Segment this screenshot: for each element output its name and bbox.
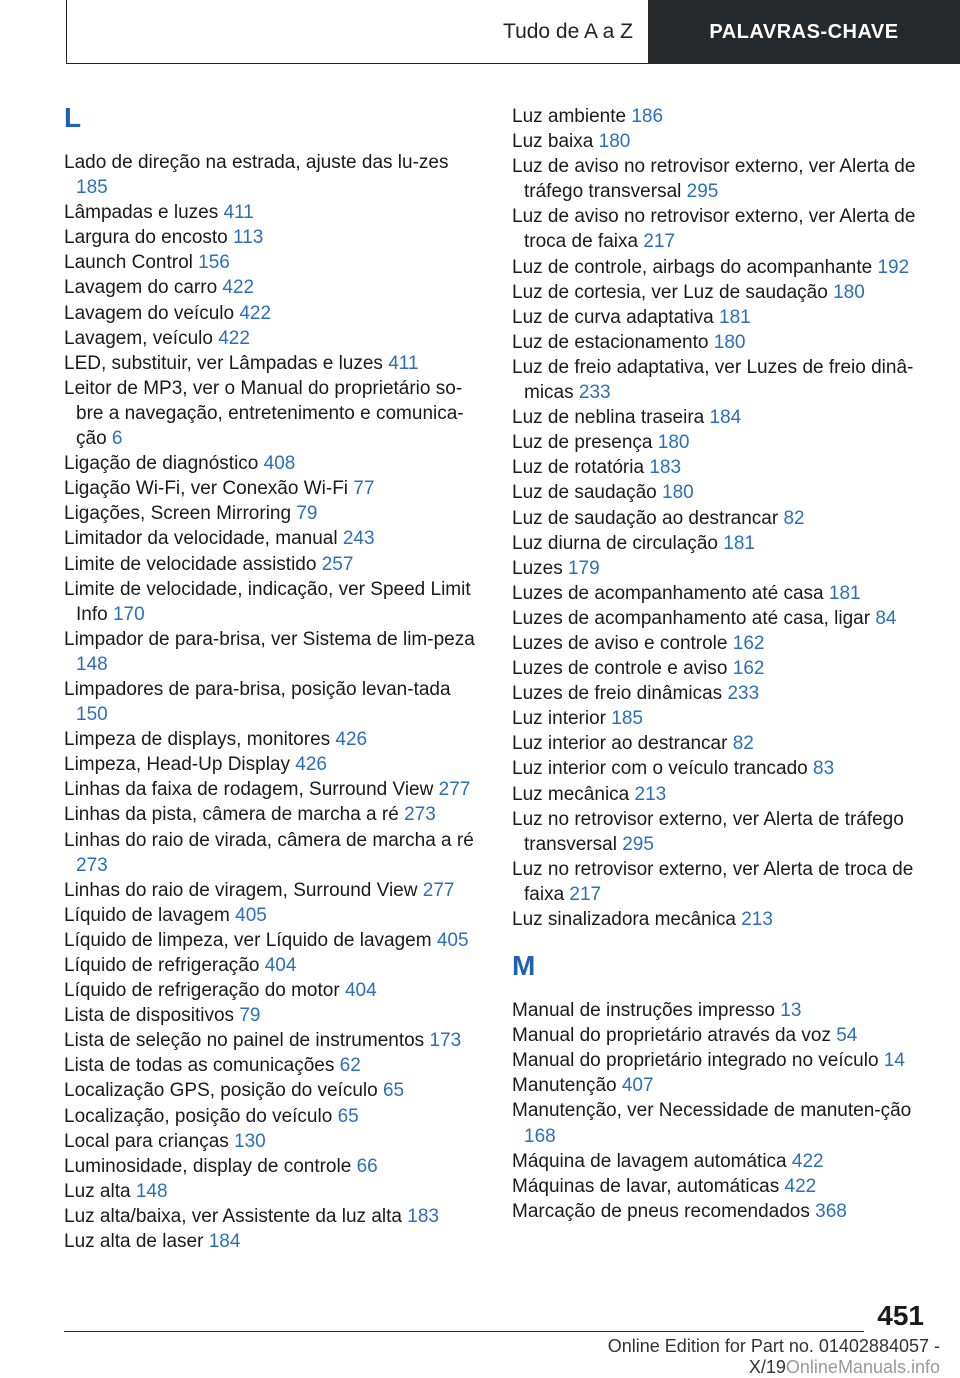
index-entry-page-link[interactable]: 422 <box>784 1175 817 1197</box>
index-entry <box>64 225 476 250</box>
index-entry <box>512 706 924 731</box>
index-entry-term: Largura do encosto <box>64 227 234 249</box>
index-entry <box>512 280 924 305</box>
index-entry <box>512 556 924 581</box>
index-entry-term: Líquido de refrigeração do motor <box>64 980 345 1002</box>
index-entry-page-link[interactable]: 82 <box>783 507 805 529</box>
section-spacer <box>512 932 924 952</box>
index-entry-page-link[interactable]: 213 <box>741 909 773 930</box>
index-entry <box>64 501 476 526</box>
index-entry-page-link[interactable]: 180 <box>657 432 690 454</box>
index-entry-term: Local para crianças <box>64 1130 235 1152</box>
index-entry-page-link[interactable]: 162 <box>732 658 765 680</box>
index-entry-page-link[interactable]: 54 <box>836 1025 858 1047</box>
index-entry-term: Luz de presença <box>512 432 658 454</box>
index-entry-page-link[interactable]: 184 <box>208 1231 241 1253</box>
index-entry-page-link[interactable]: 150 <box>76 704 108 726</box>
index-entry <box>64 953 476 978</box>
index-entry <box>512 756 924 781</box>
index-entry-page-link[interactable]: 6 <box>111 428 123 450</box>
index-entry-page-link[interactable]: 243 <box>342 528 375 550</box>
index-entry-page-link[interactable]: 113 <box>233 227 264 249</box>
index-entry-page-link[interactable]: 422 <box>222 277 255 299</box>
index-entry-page-link[interactable]: 184 <box>709 407 742 429</box>
index-entry <box>64 476 476 501</box>
index-entry-term: Limpeza, Head-Up Display <box>64 754 296 776</box>
index-entry <box>512 807 924 857</box>
index-entry <box>512 255 924 280</box>
index-entry-term: Limite de velocidade assistido <box>64 553 322 575</box>
index-entry <box>64 1229 476 1254</box>
index-list-l <box>64 150 476 1254</box>
index-entry-page-link[interactable]: 180 <box>598 131 631 153</box>
index-entry <box>512 405 924 430</box>
section-letter-m: M <box>512 950 536 982</box>
index-entry <box>512 656 924 681</box>
index-entry-page-link[interactable]: 181 <box>719 306 751 328</box>
index-entry-term: Luminosidade, display de controle <box>64 1155 357 1177</box>
index-entry-term: Lado de direção na estrada, ajuste das lu-zes <box>64 152 449 173</box>
index-entry <box>512 1098 924 1148</box>
index-entry-term: Luz de saudação ao destrancar <box>512 507 784 529</box>
index-entry <box>64 752 476 777</box>
footer-rule <box>64 1331 864 1332</box>
section-letter-l: L <box>64 102 82 133</box>
index-entry-term: LED, substituir, ver Lâmpadas e luzes <box>64 352 389 374</box>
header-section-title: Tudo de A a Z <box>503 19 633 43</box>
index-entry-page-link[interactable]: 368 <box>815 1200 847 1222</box>
index-entry <box>512 355 924 405</box>
index-entry <box>64 1078 476 1103</box>
index-entry <box>64 777 476 802</box>
index-entry <box>64 552 476 577</box>
index-entry-page-link[interactable]: 273 <box>76 854 108 876</box>
index-entry-term: Marcação de pneus recomendados <box>512 1200 816 1222</box>
index-entry-page-link[interactable]: 84 <box>875 607 897 629</box>
index-entry-term: Manual de instruções impresso <box>512 1000 781 1022</box>
index-entry-page-link[interactable]: 62 <box>339 1055 361 1077</box>
index-entry <box>512 998 924 1023</box>
index-entry-page-link[interactable]: 13 <box>780 1000 802 1022</box>
index-entry-term: Lavagem do carro <box>64 277 223 299</box>
index-entry-page-link[interactable]: 213 <box>634 783 667 805</box>
index-entry <box>512 1073 924 1098</box>
index-entry <box>64 978 476 1003</box>
index-entry-term: Luzes <box>512 557 568 579</box>
index-entry-term: Luz de rotatória <box>512 457 650 479</box>
index-entry-page-link[interactable]: 426 <box>335 729 368 751</box>
index-entry-term: Luz interior <box>512 708 612 730</box>
index-entry-term: Ligação de diagnóstico <box>64 453 264 475</box>
index-entry <box>512 204 924 254</box>
index-list-l-continued <box>512 104 924 932</box>
index-entry-term: Luz de cortesia, ver Luz de saudação <box>512 281 834 303</box>
index-entry-page-link[interactable]: 295 <box>686 181 719 203</box>
index-entry-page-link[interactable]: 83 <box>813 758 835 780</box>
index-entry-term: Luzes de acompanhamento até casa, ligar <box>512 607 876 629</box>
index-entry-page-link[interactable]: 185 <box>76 177 108 199</box>
index-column-right <box>512 104 924 1224</box>
index-entry <box>512 330 924 355</box>
index-entry-term: Máquinas de lavar, automáticas <box>512 1175 785 1197</box>
index-entry <box>512 531 924 556</box>
index-entry-page-link[interactable]: 82 <box>732 733 754 755</box>
index-entry-term: Luz alta de laser <box>64 1231 209 1253</box>
index-entry-page-link[interactable]: 79 <box>296 503 318 525</box>
index-entry-term: Manutenção, ver Necessidade de manuten-ção <box>512 1100 912 1122</box>
index-entry-term: Ligação Wi-Fi, ver Conexão Wi-Fi <box>64 478 354 500</box>
index-entry-term: Linhas do raio de viragem, Surround View <box>64 879 423 901</box>
index-entry-term: Luz de aviso no retrovisor externo, ver Alerta de troca de faixa <box>512 206 916 253</box>
index-entry-page-link[interactable]: 162 <box>732 632 765 654</box>
index-entry-page-link[interactable]: 405 <box>436 929 469 951</box>
index-entry-page-link[interactable]: 405 <box>235 904 267 926</box>
index-entry <box>64 627 476 677</box>
index-entry <box>512 857 924 907</box>
index-entry-page-link[interactable]: 185 <box>611 708 643 730</box>
index-entry-term: Luz alta/baixa, ver Assistente da luz alta <box>64 1205 408 1227</box>
index-entry-term: Luz de controle, airbags do acompanhante <box>512 256 878 278</box>
index-entry <box>64 928 476 953</box>
index-entry <box>64 1129 476 1154</box>
index-entry-page-link[interactable]: 156 <box>198 252 230 274</box>
index-entry-term: Luz no retrovisor externo, ver Alerta de tráfego transversal <box>512 808 904 855</box>
index-entry-page-link[interactable]: 180 <box>833 281 865 303</box>
index-entry-term: Ligações, Screen Mirroring <box>64 503 297 525</box>
index-entry <box>64 351 476 376</box>
index-entry-term: Luz de estacionamento <box>512 331 714 353</box>
index-entry <box>512 681 924 706</box>
index-entry <box>512 1023 924 1048</box>
index-entry-page-link[interactable]: 65 <box>337 1105 359 1127</box>
index-entry-page-link[interactable]: 173 <box>429 1030 462 1052</box>
index-entry-term: Luz interior ao destrancar <box>512 733 733 755</box>
index-entry-page-link[interactable]: 192 <box>877 256 910 278</box>
index-entry-page-link[interactable]: 183 <box>649 457 682 479</box>
index-entry-term: Luz de freio adaptativa, ver Luzes de freio dinâ-micas <box>512 356 914 404</box>
index-entry-term: Linhas da pista, câmera de marcha a ré <box>64 804 405 826</box>
header-chapter-tab: PALAVRAS-CHAVE <box>648 0 960 64</box>
index-entry-page-link[interactable]: 233 <box>578 382 611 404</box>
index-entry-term: Luz baixa <box>512 131 599 153</box>
index-entry-term: Luz diurna de circulação <box>512 532 724 554</box>
index-entry-term: Manual do proprietário integrado no veículo <box>512 1050 884 1072</box>
index-entry-page-link[interactable]: 404 <box>264 955 297 976</box>
index-entry-term: Limitador da velocidade, manual <box>64 528 343 550</box>
index-entry-term: Leitor de MP3, ver o Manual do proprietário so-bre a navegação, entretenimento e comunica-ção <box>64 377 464 450</box>
index-entry-page-link[interactable]: 148 <box>76 653 108 675</box>
index-entry <box>64 326 476 351</box>
index-entry-term: Manutenção <box>512 1075 622 1097</box>
index-entry-term: Luz de aviso no retrovisor externo, ver Alerta de tráfego transversal <box>512 156 916 203</box>
index-entry <box>64 1154 476 1179</box>
index-entry-term: Lista de seleção no painel de instrumentos <box>64 1030 430 1052</box>
footer-watermark: OnlineManuals.info <box>785 1357 940 1377</box>
index-entry <box>512 305 924 330</box>
index-list-m <box>512 998 924 1224</box>
index-entry-term: Luz de neblina traseira <box>512 407 710 429</box>
index-entry <box>512 907 924 932</box>
index-entry <box>64 376 476 451</box>
index-entry <box>64 1053 476 1078</box>
index-entry <box>512 631 924 656</box>
index-entry <box>512 455 924 480</box>
index-entry-page-link[interactable]: 181 <box>723 532 755 554</box>
index-entry-term: Launch Control <box>64 252 199 274</box>
index-entry <box>64 1028 476 1053</box>
index-entry-page-link[interactable]: 130 <box>234 1130 266 1152</box>
index-entry-term: Líquido de refrigeração <box>64 955 265 976</box>
footer-edition <box>500 1336 940 1378</box>
footer-edition-text: Online Edition for Part no. 01402884057 - X/19 <box>607 1336 940 1377</box>
index-entry-term: Líquido de limpeza, ver Líquido de lavagem <box>64 929 437 951</box>
index-entry <box>512 1149 924 1174</box>
index-entry <box>64 828 476 878</box>
page-number: 451 <box>877 1300 924 1331</box>
index-entry-page-link[interactable]: 181 <box>828 582 861 604</box>
index-entry-term: Lâmpadas e luzes <box>64 202 224 224</box>
index-entry-page-link[interactable]: 426 <box>295 754 327 776</box>
index-entry-term: Luz alta <box>64 1180 136 1202</box>
index-entry-page-link[interactable]: 148 <box>135 1180 168 1202</box>
index-entry-term: Luz no retrovisor externo, ver Alerta de troca de faixa <box>512 858 914 905</box>
index-entry-page-link[interactable]: 170 <box>112 603 145 625</box>
index-entry <box>64 1104 476 1129</box>
index-entry-term: Luz mecânica <box>512 783 635 805</box>
index-entry-term: Lavagem do veículo <box>64 302 240 324</box>
index-entry <box>512 1048 924 1073</box>
index-entry <box>64 200 476 225</box>
index-entry <box>64 250 476 275</box>
index-entry <box>64 451 476 476</box>
index-entry-term: Líquido de lavagem <box>64 904 236 926</box>
index-entry-page-link[interactable]: 186 <box>631 106 664 127</box>
index-entry <box>512 480 924 505</box>
index-entry-page-link[interactable]: 422 <box>239 302 272 324</box>
index-entry-page-link[interactable]: 179 <box>567 557 600 579</box>
index-entry <box>512 129 924 154</box>
index-entry-term: Lavagem, veículo <box>64 327 219 349</box>
index-entry-page-link[interactable]: 277 <box>438 779 471 801</box>
index-entry <box>64 903 476 928</box>
index-entry-page-link[interactable]: 180 <box>713 331 746 353</box>
index-entry-term: Localização, posição do veículo <box>64 1105 338 1127</box>
index-entry <box>64 727 476 752</box>
index-entry-term: Luzes de aviso e controle <box>512 632 733 654</box>
index-entry-page-link[interactable]: 217 <box>643 231 676 253</box>
index-entry-term: Lista de todas as comunicações <box>64 1055 340 1077</box>
index-entry <box>64 1179 476 1204</box>
index-entry <box>512 606 924 631</box>
index-entry <box>512 104 924 129</box>
index-entry-page-link[interactable]: 422 <box>791 1150 824 1172</box>
index-entry-term: Lista de dispositivos <box>64 1005 240 1027</box>
index-entry <box>64 1003 476 1028</box>
index-entry <box>512 782 924 807</box>
index-entry-page-link[interactable]: 257 <box>321 553 354 575</box>
index-entry-term: Luz de saudação <box>512 482 663 504</box>
index-entry <box>64 275 476 300</box>
index-entry-page-link[interactable]: 77 <box>353 478 375 500</box>
index-entry-term: Máquina de lavagem automática <box>512 1150 792 1172</box>
index-entry-page-link[interactable]: 65 <box>382 1080 405 1102</box>
index-entry-term: Luzes de acompanhamento até casa <box>512 582 829 604</box>
index-entry <box>64 150 476 200</box>
index-entry-term: Localização GPS, posição do veículo <box>64 1080 383 1102</box>
index-entry-term: Luzes de freio dinâmicas <box>512 683 728 705</box>
index-entry-page-link[interactable]: 404 <box>344 980 377 1002</box>
index-entry <box>512 1174 924 1199</box>
index-entry-term: Luz ambiente <box>512 106 632 127</box>
index-entry <box>64 526 476 551</box>
index-entry <box>64 677 476 727</box>
index-entry-page-link[interactable]: 168 <box>524 1125 556 1147</box>
index-entry-term: Limite de velocidade, indicação, ver Speed Limit Info <box>64 578 471 625</box>
index-entry-term: Linhas do raio de virada, câmera de marcha a ré <box>64 829 474 851</box>
index-entry <box>512 581 924 606</box>
index-entry <box>64 301 476 326</box>
index-entry-term: Limpador de para-brisa, ver Sistema de lim-peza <box>64 628 475 650</box>
index-entry-term: Luz sinalizadora mecânica <box>512 909 742 930</box>
index-entry-term: Manual do proprietário através da voz <box>512 1025 837 1047</box>
index-entry-term: Linhas da faixa de rodagem, Surround View <box>64 779 439 801</box>
index-entry-page-link[interactable]: 411 <box>223 202 254 224</box>
index-entry-page-link[interactable]: 233 <box>727 683 760 705</box>
index-entry-page-link[interactable]: 422 <box>218 327 250 349</box>
index-entry <box>512 731 924 756</box>
index-entry-page-link[interactable]: 183 <box>407 1205 439 1227</box>
index-entry-page-link[interactable]: 14 <box>883 1050 905 1072</box>
index-entry-page-link[interactable]: 66 <box>356 1155 378 1177</box>
index-entry <box>512 430 924 455</box>
index-entry-page-link[interactable]: 217 <box>569 883 602 905</box>
index-entry <box>64 1204 476 1229</box>
index-entry <box>512 154 924 204</box>
index-entry <box>64 878 476 903</box>
index-entry-page-link[interactable]: 180 <box>662 482 694 504</box>
index-entry <box>64 802 476 827</box>
index-entry-page-link[interactable]: 408 <box>263 453 296 475</box>
index-entry <box>512 506 924 531</box>
index-entry-page-link[interactable]: 273 <box>404 804 436 826</box>
index-entry-term: Luzes de controle e aviso <box>512 658 733 680</box>
index-entry-term: Luz de curva adaptativa <box>512 306 720 328</box>
index-entry <box>64 577 476 627</box>
index-entry-term: Limpeza de displays, monitores <box>64 729 336 751</box>
index-entry-page-link[interactable]: 295 <box>622 833 654 855</box>
index-entry-page-link[interactable]: 407 <box>621 1075 654 1097</box>
index-entry <box>512 1199 924 1224</box>
index-entry-term: Limpadores de para-brisa, posição levan-tada <box>64 678 451 700</box>
index-entry-term: Luz interior com o veículo trancado <box>512 758 813 780</box>
index-entry-page-link[interactable]: 277 <box>422 879 455 901</box>
index-column-left <box>64 104 476 1254</box>
index-entry-page-link[interactable]: 79 <box>239 1005 261 1027</box>
index-entry-page-link[interactable]: 411 <box>388 352 419 374</box>
